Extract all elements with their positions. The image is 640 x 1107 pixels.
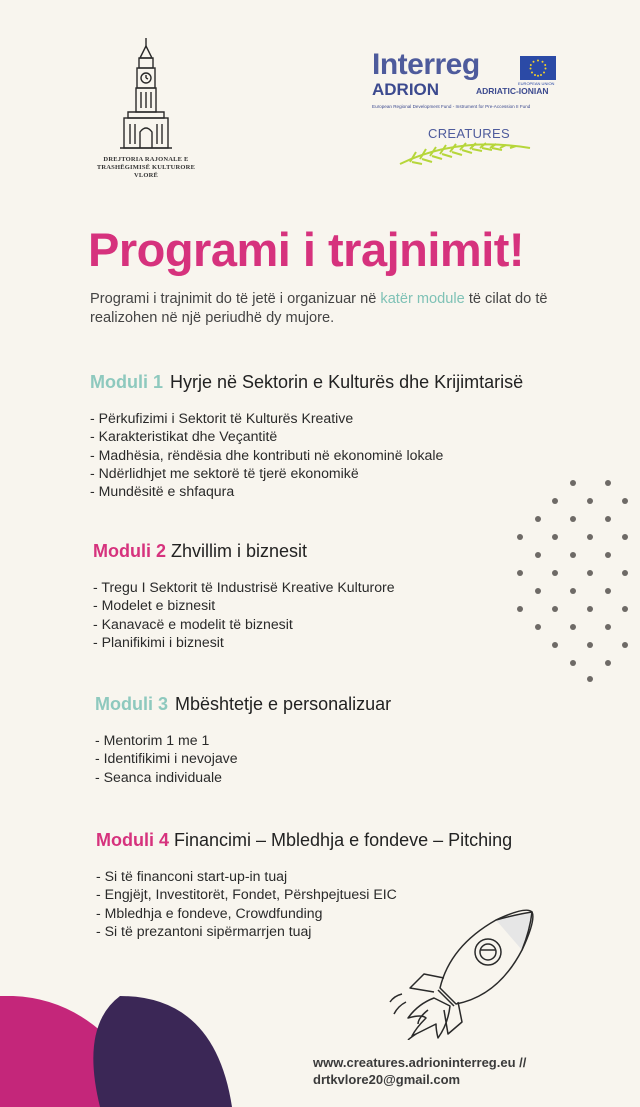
footer-contact <box>313 1054 526 1088</box>
module-3 <box>95 694 615 786</box>
page-title: Programi i trajnimit! <box>88 223 525 276</box>
adrion-wordmark: ADRION <box>372 80 440 99</box>
list-item: - Mundësitë e shfaqura <box>90 482 610 500</box>
rocket-icon <box>388 906 538 1040</box>
list-item: - Karakteristikat dhe Veçantitë <box>90 427 610 445</box>
clock-tower-icon <box>106 36 186 156</box>
module-heading <box>90 372 610 393</box>
module-number: Moduli 1 <box>90 372 163 392</box>
module-4 <box>96 830 616 940</box>
list-item: - Tregu I Sektorit të Industrisë Kreative Kulturore <box>93 578 613 596</box>
module-number: Moduli 2 <box>93 541 166 561</box>
module-heading <box>96 830 616 851</box>
module-title: Zhvillim i biznesit <box>171 541 308 561</box>
list-item: - Planifikimi i biznesit <box>93 633 613 651</box>
list-item: - Përkufizimi i Sektorit të Kulturës Kreative <box>90 409 610 427</box>
module-heading <box>95 694 615 715</box>
module-title: Mbështetje e personalizuar <box>175 694 392 714</box>
leaf-icon <box>398 142 532 168</box>
interreg-adrion-logo <box>372 50 562 170</box>
decorative-corner-shapes <box>0 996 240 1107</box>
decorative-dot-grid <box>512 475 640 685</box>
list-item: - Identifikimi i nevojave <box>95 749 615 767</box>
list-item: - Si të financoni start-up-in tuaj <box>96 867 616 885</box>
list-item: - Modelet e biznesit <box>93 596 613 614</box>
list-item: - Si të prezantoni sipërmarrjen tuaj <box>96 922 616 940</box>
module-topic-list <box>96 867 616 940</box>
email-link[interactable]: drtkvlore20@gmail.com <box>313 1072 461 1087</box>
fund-text: European Regional Development Fund - Instrument for Pre-Accession II Fund <box>372 104 531 109</box>
logo-caption-line2: TRASHËGIMISË KULTURORE VLORË <box>96 164 196 179</box>
list-item: - Ndërlidhjet me sektorë të tjerë ekonomikë <box>90 464 610 482</box>
list-item: - Madhësia, rëndësia dhe kontributi në ekonominë lokale <box>90 446 610 464</box>
intro-highlight: katër module <box>380 291 465 307</box>
regional-directorate-logo <box>86 36 206 180</box>
website-link[interactable]: www.creatures.adrioninterreg.eu // <box>313 1055 527 1070</box>
module-title: Financimi – Mbledhja e fondeve – Pitching <box>174 830 513 850</box>
list-item: - Mbledhja e fondeve, Crowdfunding <box>96 904 616 922</box>
eu-label: EUROPEAN UNION <box>518 81 555 86</box>
interreg-wordmark: Interreg <box>372 48 480 81</box>
intro-text-before: Programi i trajnimit do të jetë i organizuar në <box>90 291 381 307</box>
intro-text-after: të cilat do të realizohen në një periudhë dy mujore. <box>90 291 548 326</box>
module-title: Hyrje në Sektorin e Kulturës dhe Krijimtarisë <box>170 372 524 392</box>
module-topic-list <box>95 731 615 786</box>
list-item: - Mentorim 1 me 1 <box>95 731 615 749</box>
eu-flag-icon <box>520 56 556 80</box>
module-number: Moduli 3 <box>95 694 168 714</box>
intro-paragraph <box>90 290 560 328</box>
module-number: Moduli 4 <box>96 830 169 850</box>
list-item: - Engjëjt, Investitorët, Fondet, Përshpejtuesi EIC <box>96 885 616 903</box>
adriatic-ionian-label: ADRIATIC-IONIAN <box>476 86 549 96</box>
list-item: - Seanca individuale <box>95 768 615 786</box>
list-item: - Kanavacë e modelit të biznesit <box>93 615 613 633</box>
creatures-wordmark: CREATURES <box>428 126 510 141</box>
logo-caption-line1: DREJTORIA RAJONALE E <box>103 156 189 163</box>
